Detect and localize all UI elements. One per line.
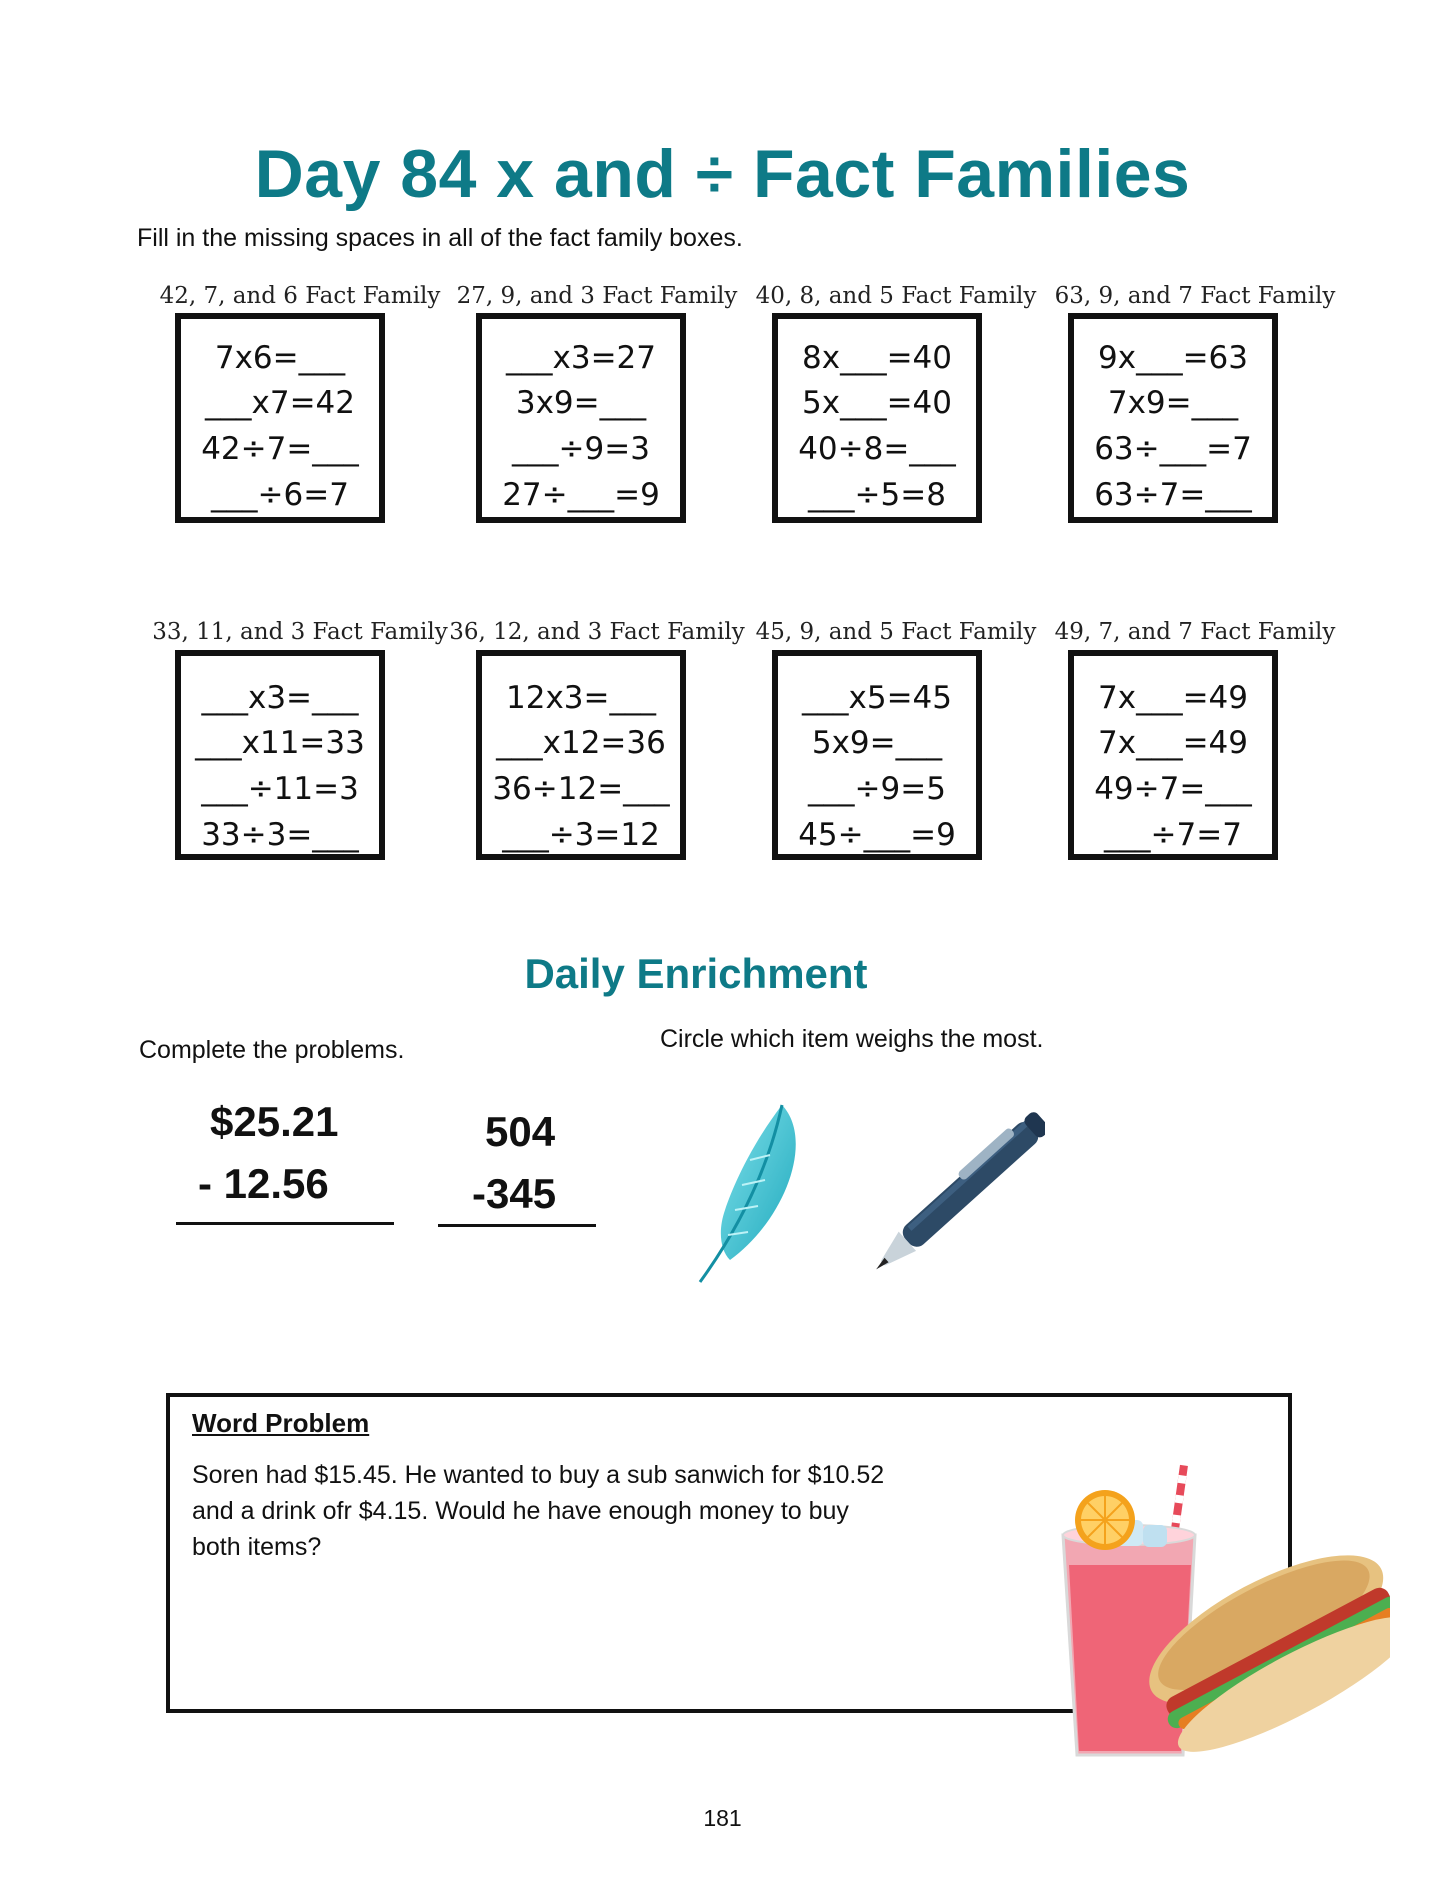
fact-family-equation[interactable]: 36÷12=___	[492, 771, 670, 807]
fact-family-equation[interactable]: ___÷5=8	[808, 477, 946, 513]
problem2-bottom: -345	[472, 1170, 557, 1217]
pen-icon[interactable]	[865, 1100, 1045, 1295]
fact-family-equation[interactable]: 40÷8=___	[798, 431, 956, 467]
fact-family-equation[interactable]: ___÷9=5	[808, 771, 946, 807]
fact-family-equation[interactable]: ___x7=42	[205, 385, 355, 421]
fact-family-equation[interactable]: ___÷7=7	[1104, 817, 1242, 853]
fact-family-equation[interactable]: 27÷___=9	[502, 477, 660, 513]
page-title: Day 84 x and ÷ Fact Families	[254, 136, 1191, 212]
problem2-answer-line	[438, 1224, 596, 1227]
fact-family-equation[interactable]: 3x9=___	[515, 385, 647, 421]
fact-family-box	[772, 313, 982, 523]
page-number: 181	[703, 1805, 742, 1831]
problem1-top: $25.21	[210, 1098, 339, 1145]
fact-family-equation[interactable]: ___÷3=12	[502, 817, 660, 853]
problem1-answer-line	[176, 1222, 394, 1225]
fact-family-equation[interactable]: 7x9=___	[1107, 385, 1239, 421]
fact-family-equation[interactable]: ___÷9=3	[512, 431, 650, 467]
fact-family-equation[interactable]: 7x6=___	[214, 340, 346, 376]
instructions: Fill in the missing spaces in all of the fact family boxes.	[137, 224, 743, 252]
word-problem-text: Soren had $15.45. He wanted to buy a sub sanwich for $10.52 and a drink ofr $4.15. Would he have enough money to buy both items?	[192, 1461, 885, 1561]
fact-family-label: 42, 7, and 6 Fact Family	[159, 283, 441, 309]
fact-family-equation[interactable]: ___x5=45	[802, 680, 952, 716]
fact-family-equation[interactable]: 63÷7=___	[1094, 477, 1252, 513]
fact-family-equation[interactable]: 7x___=49	[1098, 680, 1248, 716]
fact-family-label: 40, 8, and 5 Fact Family	[755, 283, 1037, 309]
drink-and-sandwich-icon	[1055, 1455, 1390, 1785]
fact-family-label: 33, 11, and 3 Fact Family	[152, 619, 448, 645]
fact-family-label: 45, 9, and 5 Fact Family	[755, 619, 1037, 645]
fact-family-equation[interactable]: 7x___=49	[1098, 725, 1248, 761]
fact-family-box	[175, 650, 385, 860]
fact-family-box	[175, 313, 385, 523]
fact-family-label: 63, 9, and 7 Fact Family	[1054, 283, 1336, 309]
fact-family-equation[interactable]: ___x11=33	[195, 725, 365, 761]
fact-family-equation[interactable]: ___x3=___	[201, 680, 359, 716]
problem1-bottom: - 12.56	[198, 1160, 329, 1207]
fact-family-equation[interactable]: ___÷11=3	[201, 771, 359, 807]
problem2-top: 504	[485, 1108, 556, 1155]
complete-problems-label: Complete the problems.	[139, 1036, 405, 1064]
fact-family-box	[1068, 313, 1278, 523]
fact-family-box	[476, 313, 686, 523]
fact-family-equation[interactable]: ___x3=27	[506, 340, 656, 376]
fact-family-equation[interactable]: 49÷7=___	[1094, 771, 1252, 807]
fact-family-equation[interactable]: 5x___=40	[802, 385, 952, 421]
fact-family-equation[interactable]: 42÷7=___	[201, 431, 359, 467]
fact-family-equation[interactable]: 5x9=___	[811, 725, 943, 761]
fact-family-equation[interactable]: 33÷3=___	[201, 817, 359, 853]
fact-family-equation[interactable]: 45÷___=9	[798, 817, 956, 853]
fact-family-equation[interactable]: 63÷___=7	[1094, 431, 1252, 467]
fact-family-equation[interactable]: ___÷6=7	[211, 477, 349, 513]
fact-family-label: 27, 9, and 3 Fact Family	[456, 283, 738, 309]
word-problem-title: Word Problem	[192, 1408, 370, 1438]
enrichment-title: Daily Enrichment	[524, 950, 868, 997]
fact-family-label: 36, 12, and 3 Fact Family	[449, 619, 745, 645]
fact-family-equation[interactable]: ___x12=36	[496, 725, 666, 761]
fact-family-equation[interactable]: 12x3=___	[506, 680, 656, 716]
fact-family-box	[476, 650, 686, 860]
fact-family-box	[772, 650, 982, 860]
fact-family-label: 49, 7, and 7 Fact Family	[1054, 619, 1336, 645]
fact-family-equation[interactable]: 9x___=63	[1098, 340, 1248, 376]
fact-family-equation[interactable]: 8x___=40	[802, 340, 952, 376]
circle-item-label: Circle which item weighs the most.	[660, 1025, 1044, 1053]
fact-family-box	[1068, 650, 1278, 860]
feather-icon[interactable]	[690, 1100, 810, 1290]
